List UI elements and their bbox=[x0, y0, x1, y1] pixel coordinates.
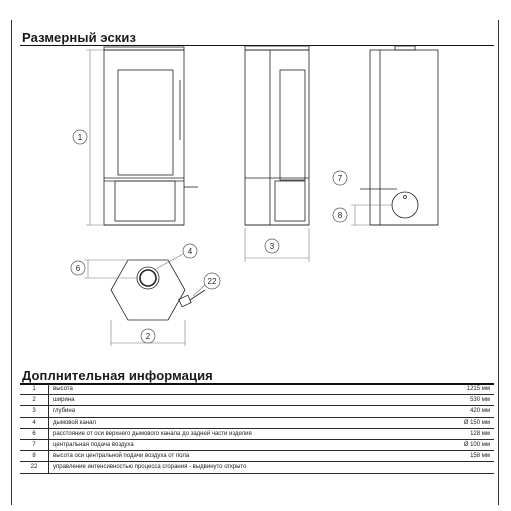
spec-row-number: 22 bbox=[20, 462, 49, 473]
spec-row-label: расстояние от оси верхнего дымового канала до задней части изделия bbox=[49, 428, 427, 439]
spec-table bbox=[20, 384, 494, 474]
spec-row-value: 1215 мм bbox=[426, 384, 494, 395]
spec-row-number: 4 bbox=[20, 417, 49, 428]
svg-text:7: 7 bbox=[337, 174, 343, 183]
callout-7 bbox=[333, 171, 347, 185]
callout-2 bbox=[141, 329, 155, 343]
section-title-info: Доплнительная информация bbox=[22, 368, 213, 383]
spec-row-number: 3 bbox=[20, 406, 49, 417]
callout-8 bbox=[333, 208, 347, 222]
stove-top-hexagon bbox=[111, 260, 185, 320]
callout-1 bbox=[73, 130, 87, 144]
spec-row-label: высота оси центральной подачи воздуха от пола bbox=[49, 451, 427, 462]
spec-row-number: 7 bbox=[20, 439, 49, 450]
spec-row bbox=[20, 395, 494, 406]
spec-row bbox=[20, 417, 494, 428]
spec-row bbox=[20, 428, 494, 439]
spec-row bbox=[20, 406, 494, 417]
svg-text:2: 2 bbox=[145, 332, 151, 341]
spec-row-value: Ø 150 мм bbox=[426, 417, 494, 428]
callout-22 bbox=[204, 273, 220, 289]
spec-row-label: дымовой канал bbox=[49, 417, 427, 428]
spec-row-label: управление интенсивностью процесса сгорания - выдвинуто открыто bbox=[49, 462, 427, 473]
svg-text:1: 1 bbox=[77, 133, 83, 142]
callout-3 bbox=[265, 239, 279, 253]
section-title-sketch: Размерный эскиз bbox=[22, 30, 137, 45]
spec-row-label: высота bbox=[49, 384, 427, 395]
dimension-lines bbox=[84, 50, 392, 346]
stove-front-view bbox=[104, 47, 198, 225]
spec-row bbox=[20, 384, 494, 395]
stove-front-body bbox=[104, 50, 184, 225]
callout-4 bbox=[183, 244, 197, 258]
stove-top-view bbox=[111, 260, 205, 320]
stove-front-top bbox=[104, 47, 184, 50]
stove-side-body bbox=[245, 50, 309, 225]
spec-row bbox=[20, 439, 494, 450]
svg-text:22: 22 bbox=[207, 277, 217, 286]
callout-6 bbox=[71, 261, 85, 275]
spec-row-value bbox=[426, 462, 494, 473]
spec-row-value: 128 мм bbox=[426, 428, 494, 439]
spec-row-label: ширина bbox=[49, 395, 427, 406]
svg-text:6: 6 bbox=[75, 264, 81, 273]
svg-text:8: 8 bbox=[337, 211, 343, 220]
spec-row-value: 530 мм bbox=[426, 395, 494, 406]
spec-row-label: глубина bbox=[49, 406, 427, 417]
spec-row-value: Ø 100 мм bbox=[426, 439, 494, 450]
spec-row-number: 8 bbox=[20, 451, 49, 462]
stove-back-view bbox=[360, 46, 438, 225]
spec-row bbox=[20, 451, 494, 462]
spec-row-label: центральная подача воздуха bbox=[49, 439, 427, 450]
spec-row-number: 2 bbox=[20, 395, 49, 406]
spec-row-value: 158 мм bbox=[426, 451, 494, 462]
stove-front-glass bbox=[118, 70, 173, 175]
stove-side-view bbox=[245, 46, 309, 225]
svg-text:4: 4 bbox=[187, 247, 193, 256]
spec-row-value: 420 мм bbox=[426, 406, 494, 417]
spec-row-number: 6 bbox=[20, 428, 49, 439]
spec-row bbox=[20, 462, 494, 473]
svg-text:3: 3 bbox=[269, 242, 275, 251]
spec-row-number: 1 bbox=[20, 384, 49, 395]
